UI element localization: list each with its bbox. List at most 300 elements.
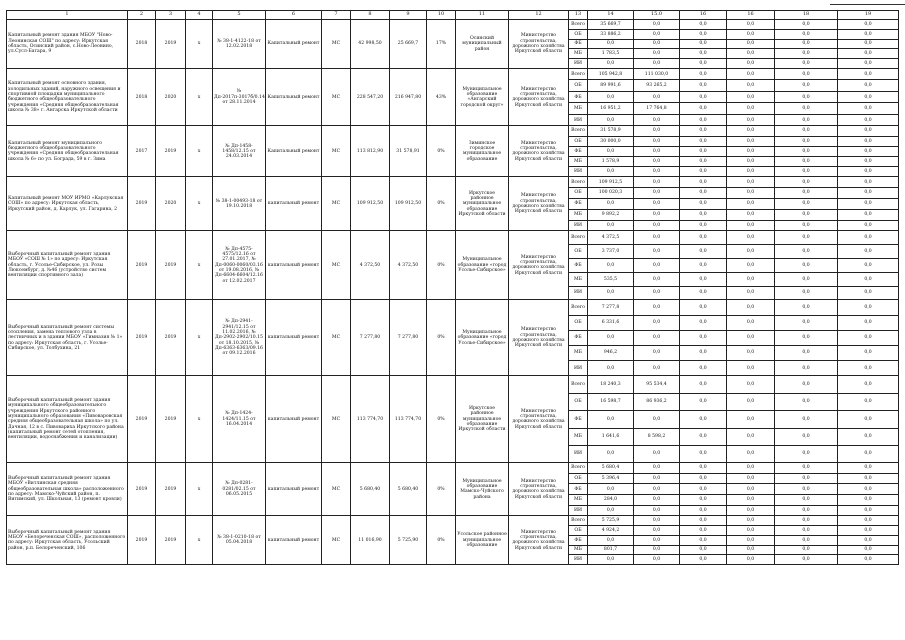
amount-cell: 0,0 xyxy=(775,330,838,345)
amount-cell: 0,0 xyxy=(680,80,727,92)
column-number: 12 xyxy=(509,11,569,20)
amount-cell: 0,0 xyxy=(727,199,775,210)
amount-cell: 0,0 xyxy=(727,505,775,516)
responsible-ministry: Министерство строительства, дорожного хозяйства Иркутской области xyxy=(509,516,569,565)
amount-cell: 0,0 xyxy=(588,505,634,516)
funding-source: ФБ xyxy=(569,259,588,273)
column-number: 15.0 xyxy=(634,11,680,20)
amount-cell: 0,0 xyxy=(727,259,775,273)
amount-cell: 0,0 xyxy=(838,103,899,115)
amount-cell: 0,0 xyxy=(588,555,634,565)
end-year: 2020 xyxy=(156,68,186,126)
amount-cell: 0,0 xyxy=(775,126,838,136)
amount-cell: 0,0 xyxy=(588,361,634,376)
mark: х xyxy=(186,126,213,177)
amount-cell: 0,0 xyxy=(588,146,634,156)
amount-cell: 0,0 xyxy=(775,484,838,495)
amount-cell: 0,0 xyxy=(588,199,634,210)
funding-source: ОБ xyxy=(569,393,588,410)
readiness-percent: 17% xyxy=(427,20,456,69)
amount-cell: 0,0 xyxy=(838,91,899,103)
amount-cell: 17 764,8 xyxy=(634,103,680,115)
amount-cell: 0,0 xyxy=(775,80,838,92)
customer: Муниципальное образование «Ангарский городской округ» xyxy=(456,68,509,126)
amount-cell: 0,0 xyxy=(838,68,899,80)
table-row xyxy=(7,463,899,474)
amount-cell: 0,0 xyxy=(680,39,727,49)
work-type: капитальный ремонт xyxy=(266,376,322,463)
amount-cell: 0,0 xyxy=(775,114,838,126)
customer: Муниципальное образование «город Усолье-Сибирское» xyxy=(456,231,509,300)
amount-cell: 0,0 xyxy=(634,315,680,330)
object-description: Выборочный капитальный ремонт здания МБОУ «СОШ № 1» по адресу: Иркутская область, г. Усолье-Сибирское, ул. Розы Люксембург, д. №46 (устройство систем вентиляции спортивного зала) xyxy=(7,231,128,300)
amount-cell: 0,0 xyxy=(727,68,775,80)
amount-cell: 0,0 xyxy=(775,473,838,484)
mark: х xyxy=(186,68,213,126)
amount-cell: 0,0 xyxy=(634,411,680,428)
column-number: 13 xyxy=(569,11,588,20)
remaining-cost: 25 669,7 xyxy=(390,20,427,69)
start-year: 2019 xyxy=(128,177,156,231)
amount-cell: 0,0 xyxy=(634,177,680,188)
amount-cell: 1 578,9 xyxy=(588,157,634,167)
amount-cell: 0,0 xyxy=(634,157,680,167)
amount-cell: 0,0 xyxy=(838,167,899,177)
amount-cell: 35 669,7 xyxy=(588,20,634,30)
table-row xyxy=(7,376,899,393)
funding-source: Всего xyxy=(569,376,588,393)
amount-cell: 86 936,2 xyxy=(634,393,680,410)
amount-cell: 0,0 xyxy=(680,428,727,445)
amount-cell: 0,0 xyxy=(634,20,680,30)
responsible-ministry: Министерство строительства, дорожного хозяйства Иркутской области xyxy=(509,463,569,516)
funding-source: ФБ xyxy=(569,330,588,345)
amount-cell: 5 725,9 xyxy=(588,516,634,526)
unit: МС xyxy=(322,231,351,300)
amount-cell: 0,0 xyxy=(838,20,899,30)
amount-cell: 0,0 xyxy=(727,177,775,188)
amount-cell: 0,0 xyxy=(634,555,680,565)
amount-cell: 0,0 xyxy=(727,231,775,245)
amount-cell: 0,0 xyxy=(727,393,775,410)
responsible-ministry: Министерство строительства, дорожного хозяйства Иркутской области xyxy=(509,231,569,300)
amount-cell: 0,0 xyxy=(680,272,727,286)
amount-cell: 0,0 xyxy=(588,220,634,231)
funding-source: ОБ xyxy=(569,136,588,146)
amount-cell: 0,0 xyxy=(775,361,838,376)
unit: МС xyxy=(322,463,351,516)
document-number: № 38-1-0210-18 от 05.04.2018 xyxy=(213,516,266,565)
funding-source: ОБ xyxy=(569,526,588,536)
amount-cell: 0,0 xyxy=(634,495,680,506)
column-number: 19 xyxy=(838,11,899,20)
funding-source: ИИ xyxy=(569,555,588,565)
amount-cell: 33 886,2 xyxy=(588,29,634,39)
responsible-ministry: Министерство строительства, дорожного хозяйства Иркутской области xyxy=(509,177,569,231)
amount-cell: 0,0 xyxy=(775,535,838,545)
amount-cell: 0,0 xyxy=(838,231,899,245)
amount-cell: 109 912,5 xyxy=(588,177,634,188)
amount-cell: 0,0 xyxy=(838,209,899,220)
amount-cell: 9 892,2 xyxy=(588,209,634,220)
amount-cell: 0,0 xyxy=(588,286,634,300)
customer: Муниципальное образование «город Усолье-Сибирское» xyxy=(456,300,509,376)
amount-cell: 0,0 xyxy=(775,146,838,156)
funding-source: Всего xyxy=(569,20,588,30)
amount-cell: 0,0 xyxy=(680,411,727,428)
funding-source: МБ xyxy=(569,428,588,445)
estimated-cost: 228 547,20 xyxy=(351,68,390,126)
amount-cell: 0,0 xyxy=(680,220,727,231)
amount-cell: 0,0 xyxy=(634,445,680,462)
start-year: 2019 xyxy=(128,300,156,376)
object-description: Выборочный капитальный ремонт здания муниципального общеобразовательного учреждения Иркутского районного муниципального образования «Пивоваровская средняя общеобразовательная школа» по ул. Дачная, 12 в с. Пивовариха Иркутского района (капитальный ремонт сетей отопления, вентиляции, водоснабжения и канализации) xyxy=(7,376,128,463)
customer: Усольское районное муниципальное образование xyxy=(456,516,509,565)
amount-cell: 0,0 xyxy=(775,231,838,245)
funding-source: Всего xyxy=(569,177,588,188)
amount-cell: 0,0 xyxy=(680,495,727,506)
amount-cell: 0,0 xyxy=(775,505,838,516)
funding-source: МБ xyxy=(569,495,588,506)
amount-cell: 0,0 xyxy=(838,126,899,136)
amount-cell: 0,0 xyxy=(838,114,899,126)
amount-cell: 0,0 xyxy=(634,188,680,199)
amount-cell: 0,0 xyxy=(634,209,680,220)
amount-cell: 0,0 xyxy=(838,361,899,376)
funding-source: ИИ xyxy=(569,220,588,231)
amount-cell: 0,0 xyxy=(838,535,899,545)
funding-source: Всего xyxy=(569,126,588,136)
amount-cell: 0,0 xyxy=(775,516,838,526)
amount-cell: 0,0 xyxy=(727,361,775,376)
amount-cell: 0,0 xyxy=(838,146,899,156)
column-number: 16 xyxy=(727,11,775,20)
unit: МС xyxy=(322,126,351,177)
funding-source: МБ xyxy=(569,209,588,220)
amount-cell: 0,0 xyxy=(634,199,680,210)
amount-cell: 16 598,7 xyxy=(588,393,634,410)
start-year: 2018 xyxy=(128,20,156,69)
amount-cell: 0,0 xyxy=(588,445,634,462)
table-row xyxy=(7,231,899,245)
amount-cell: 0,0 xyxy=(727,146,775,156)
amount-cell: 0,0 xyxy=(775,315,838,330)
amount-cell: 0,0 xyxy=(727,220,775,231)
column-number: 18 xyxy=(775,11,838,20)
amount-cell: 0,0 xyxy=(634,136,680,146)
mark: х xyxy=(186,177,213,231)
amount-cell: 111 030,0 xyxy=(634,68,680,80)
amount-cell: 4 372,5 xyxy=(588,231,634,245)
amount-cell: 0,0 xyxy=(680,126,727,136)
object-description: Капитальный ремонт основного здания, холодильных зданий, наружного освещения и спортивной площадки муниципального бюджетного общеобразовательного учреждения «Средняя общеобразовательная школа № 38» г. Ангарска Иркутской области xyxy=(7,68,128,126)
amount-cell: 0,0 xyxy=(634,526,680,536)
remaining-cost: 7 277,80 xyxy=(390,300,427,376)
amount-cell: 100 020,3 xyxy=(588,188,634,199)
document-number: № Дп-0281-0281/02.15 от 06.05.2015 xyxy=(213,463,266,516)
amount-cell: 0,0 xyxy=(588,259,634,273)
amount-cell: 0,0 xyxy=(775,220,838,231)
amount-cell: 0,0 xyxy=(680,114,727,126)
responsible-ministry: Министерство строительства, дорожного хозяйства Иркутской области xyxy=(509,20,569,69)
amount-cell: 0,0 xyxy=(634,484,680,495)
amount-cell: 89 991,6 xyxy=(588,80,634,92)
readiness-percent: 0% xyxy=(427,300,456,376)
funding-source: ФБ xyxy=(569,39,588,49)
unit: МС xyxy=(322,68,351,126)
work-type: капитальный ремонт xyxy=(266,516,322,565)
work-type: капитальный ремонт xyxy=(266,463,322,516)
amount-cell: 5 680,4 xyxy=(588,463,634,474)
amount-cell: 0,0 xyxy=(680,59,727,69)
table-row xyxy=(7,516,899,526)
amount-cell: 0,0 xyxy=(838,300,899,315)
amount-cell: 0,0 xyxy=(634,545,680,555)
amount-cell: 0,0 xyxy=(727,114,775,126)
amount-cell: 0,0 xyxy=(634,220,680,231)
readiness-percent: 0% xyxy=(427,516,456,565)
amount-cell: 0,0 xyxy=(838,445,899,462)
amount-cell: 18 240,3 xyxy=(588,376,634,393)
amount-cell: 0,0 xyxy=(727,345,775,360)
amount-cell: 0,0 xyxy=(838,526,899,536)
column-number: 5 xyxy=(213,11,266,20)
mark: х xyxy=(186,231,213,300)
funding-source: ОБ xyxy=(569,29,588,39)
work-type: капитальный ремонт xyxy=(266,177,322,231)
amount-cell: 95 534,4 xyxy=(634,376,680,393)
readiness-percent: 0% xyxy=(427,231,456,300)
amount-cell: 0,0 xyxy=(775,245,838,259)
amount-cell: 0,0 xyxy=(634,126,680,136)
end-year: 2019 xyxy=(156,516,186,565)
start-year: 2019 xyxy=(128,463,156,516)
amount-cell: 0,0 xyxy=(680,361,727,376)
estimated-cost: 113 774,70 xyxy=(351,376,390,463)
amount-cell: 0,0 xyxy=(838,330,899,345)
amount-cell: 0,0 xyxy=(775,272,838,286)
unit: МС xyxy=(322,20,351,69)
readiness-percent: 0% xyxy=(427,376,456,463)
amount-cell: 0,0 xyxy=(680,103,727,115)
amount-cell: 0,0 xyxy=(838,428,899,445)
amount-cell: 0,0 xyxy=(775,345,838,360)
amount-cell: 0,0 xyxy=(634,49,680,59)
object-description: Выборочный капитальный ремонт здания МБОУ «Белореченская СОШ», расположенного по адресу: Иркутская область, Усольский район, р.п. Белореченский, 106 xyxy=(7,516,128,565)
estimated-cost: 113 812,90 xyxy=(351,126,390,177)
amount-cell: 16 951,2 xyxy=(588,103,634,115)
amount-cell: 0,0 xyxy=(588,167,634,177)
amount-cell: 93 265,2 xyxy=(634,80,680,92)
amount-cell: 0,0 xyxy=(727,376,775,393)
amount-cell: 0,0 xyxy=(680,20,727,30)
table-row xyxy=(7,68,899,80)
amount-cell: 0,0 xyxy=(775,376,838,393)
amount-cell: 0,0 xyxy=(588,330,634,345)
estimated-cost: 5 680,40 xyxy=(351,463,390,516)
object-description: Капитальный ремонт муниципального бюджетного общеобразовательного учреждения «Средняя общеобразовательная школа № 6» по ул. Бограда, 59 в г. Зима xyxy=(7,126,128,177)
amount-cell: 0,0 xyxy=(838,188,899,199)
funding-source: МБ xyxy=(569,103,588,115)
amount-cell: 0,0 xyxy=(634,330,680,345)
amount-cell: 0,0 xyxy=(680,555,727,565)
column-number: 9 xyxy=(390,11,427,20)
table-row xyxy=(7,20,899,30)
funding-source: ИИ xyxy=(569,59,588,69)
document-number: № Дп-1458-1458/12.15 от 24.03.2014 xyxy=(213,126,266,177)
amount-cell: 0,0 xyxy=(634,300,680,315)
remaining-cost: 4 372,50 xyxy=(390,231,427,300)
amount-cell: 0,0 xyxy=(727,49,775,59)
amount-cell: 4 924,2 xyxy=(588,526,634,536)
amount-cell: 0,0 xyxy=(680,393,727,410)
amount-cell: 0,0 xyxy=(634,91,680,103)
amount-cell: 0,0 xyxy=(727,59,775,69)
amount-cell: 0,0 xyxy=(634,167,680,177)
funding-source: ФБ xyxy=(569,91,588,103)
amount-cell: 946,2 xyxy=(588,345,634,360)
amount-cell: 0,0 xyxy=(775,555,838,565)
table-row xyxy=(7,177,899,188)
document-number: № 38-1-00493-18 от 19.10.2018 xyxy=(213,177,266,231)
amount-cell: 0,0 xyxy=(634,286,680,300)
column-number: 6 xyxy=(266,11,322,20)
amount-cell: 0,0 xyxy=(727,157,775,167)
amount-cell: 0,0 xyxy=(634,505,680,516)
start-year: 2019 xyxy=(128,231,156,300)
amount-cell: 0,0 xyxy=(588,91,634,103)
amount-cell: 0,0 xyxy=(838,555,899,565)
object-description: Капитальный ремонт здания МБОУ "Ново-Леонинская СОШ" по адресу: Иркутская область, Осинский район, с.Ново-Леонино, ул.Сусл-Батара, 9 xyxy=(7,20,128,69)
amount-cell: 0,0 xyxy=(727,126,775,136)
amount-cell: 31 578,9 xyxy=(588,126,634,136)
amount-cell: 0,0 xyxy=(680,545,727,555)
amount-cell: 0,0 xyxy=(634,29,680,39)
amount-cell: 0,0 xyxy=(838,220,899,231)
amount-cell: 0,0 xyxy=(680,177,727,188)
funding-source: ОБ xyxy=(569,315,588,330)
amount-cell: 0,0 xyxy=(680,505,727,516)
funding-source: ИИ xyxy=(569,167,588,177)
amount-cell: 0,0 xyxy=(775,259,838,273)
amount-cell: 1 641,6 xyxy=(588,428,634,445)
amount-cell: 0,0 xyxy=(588,411,634,428)
amount-cell: 0,0 xyxy=(838,49,899,59)
customer: Зиминское городское муниципальное образование xyxy=(456,126,509,177)
amount-cell: 0,0 xyxy=(775,545,838,555)
amount-cell: 0,0 xyxy=(680,526,727,536)
remaining-cost: 109 912,50 xyxy=(390,177,427,231)
amount-cell: 0,0 xyxy=(634,272,680,286)
amount-cell: 8 598,2 xyxy=(634,428,680,445)
column-number: 1 xyxy=(7,11,128,20)
amount-cell: 0,0 xyxy=(775,526,838,536)
amount-cell: 0,0 xyxy=(838,199,899,210)
readiness-percent: 0% xyxy=(427,177,456,231)
end-year: 2019 xyxy=(156,300,186,376)
responsible-ministry: Министерство строительства, дорожного хозяйства Иркутской области xyxy=(509,126,569,177)
estimated-cost: 42 998,50 xyxy=(351,20,390,69)
amount-cell: 0,0 xyxy=(727,484,775,495)
amount-cell: 535,5 xyxy=(588,272,634,286)
amount-cell: 0,0 xyxy=(634,114,680,126)
amount-cell: 0,0 xyxy=(727,136,775,146)
funding-source: ФБ xyxy=(569,484,588,495)
amount-cell: 0,0 xyxy=(727,29,775,39)
funding-source: ИИ xyxy=(569,505,588,516)
amount-cell: 0,0 xyxy=(634,59,680,69)
amount-cell: 0,0 xyxy=(727,495,775,506)
amount-cell: 0,0 xyxy=(680,376,727,393)
column-number: 10 xyxy=(427,11,456,20)
amount-cell: 0,0 xyxy=(838,545,899,555)
amount-cell: 0,0 xyxy=(838,245,899,259)
amount-cell: 0,0 xyxy=(680,535,727,545)
amount-cell: 0,0 xyxy=(775,29,838,39)
amount-cell: 0,0 xyxy=(680,199,727,210)
amount-cell: 0,0 xyxy=(775,411,838,428)
amount-cell: 3 737,0 xyxy=(588,245,634,259)
amount-cell: 0,0 xyxy=(634,245,680,259)
amount-cell: 0,0 xyxy=(680,49,727,59)
funding-source: ИИ xyxy=(569,361,588,376)
responsible-ministry: Министерство строительства, дорожного хозяйства Иркутской области xyxy=(509,300,569,376)
funding-source: ОБ xyxy=(569,80,588,92)
end-year: 2019 xyxy=(156,463,186,516)
customer: Иркутское районное муниципальное образование Иркутской области xyxy=(456,376,509,463)
funding-source: МБ xyxy=(569,272,588,286)
funding-source: МБ xyxy=(569,345,588,360)
amount-cell: 105 942,8 xyxy=(588,68,634,80)
amount-cell: 0,0 xyxy=(775,103,838,115)
column-number: 8 xyxy=(351,11,390,20)
funding-source: ОБ xyxy=(569,245,588,259)
amount-cell: 0,0 xyxy=(838,484,899,495)
amount-cell: 0,0 xyxy=(838,315,899,330)
amount-cell: 0,0 xyxy=(838,411,899,428)
amount-cell: 0,0 xyxy=(588,39,634,49)
end-year: 2019 xyxy=(156,20,186,69)
amount-cell: 0,0 xyxy=(680,136,727,146)
amount-cell: 0,0 xyxy=(727,20,775,30)
amount-cell: 0,0 xyxy=(680,300,727,315)
amount-cell: 0,0 xyxy=(775,167,838,177)
remaining-cost: 5 725,90 xyxy=(390,516,427,565)
funding-source: Всего xyxy=(569,231,588,245)
estimated-cost: 11 016,90 xyxy=(351,516,390,565)
amount-cell: 0,0 xyxy=(727,473,775,484)
table-row xyxy=(7,300,899,315)
funding-source: Всего xyxy=(569,300,588,315)
amount-cell: 0,0 xyxy=(838,29,899,39)
document-number: № Дп-2941-2941/12.15 от 11.02.2016, № Дп-2902-2902/10.15 от 18.10.2015, № Дп-6363-6363/09.16 от 09.12.2016 xyxy=(213,300,266,376)
amount-cell: 0,0 xyxy=(588,114,634,126)
end-year: 2019 xyxy=(156,126,186,177)
amount-cell: 0,0 xyxy=(838,80,899,92)
column-number: 14 xyxy=(588,11,634,20)
amount-cell: 0,0 xyxy=(727,411,775,428)
start-year: 2019 xyxy=(128,516,156,565)
amount-cell: 0,0 xyxy=(775,177,838,188)
amount-cell: 30 000,0 xyxy=(588,136,634,146)
amount-cell: 0,0 xyxy=(634,39,680,49)
amount-cell: 0,0 xyxy=(775,157,838,167)
column-number-row xyxy=(7,11,899,20)
amount-cell: 5 396,4 xyxy=(588,473,634,484)
amount-cell: 0,0 xyxy=(838,463,899,474)
end-year: 2020 xyxy=(156,177,186,231)
amount-cell: 0,0 xyxy=(634,345,680,360)
